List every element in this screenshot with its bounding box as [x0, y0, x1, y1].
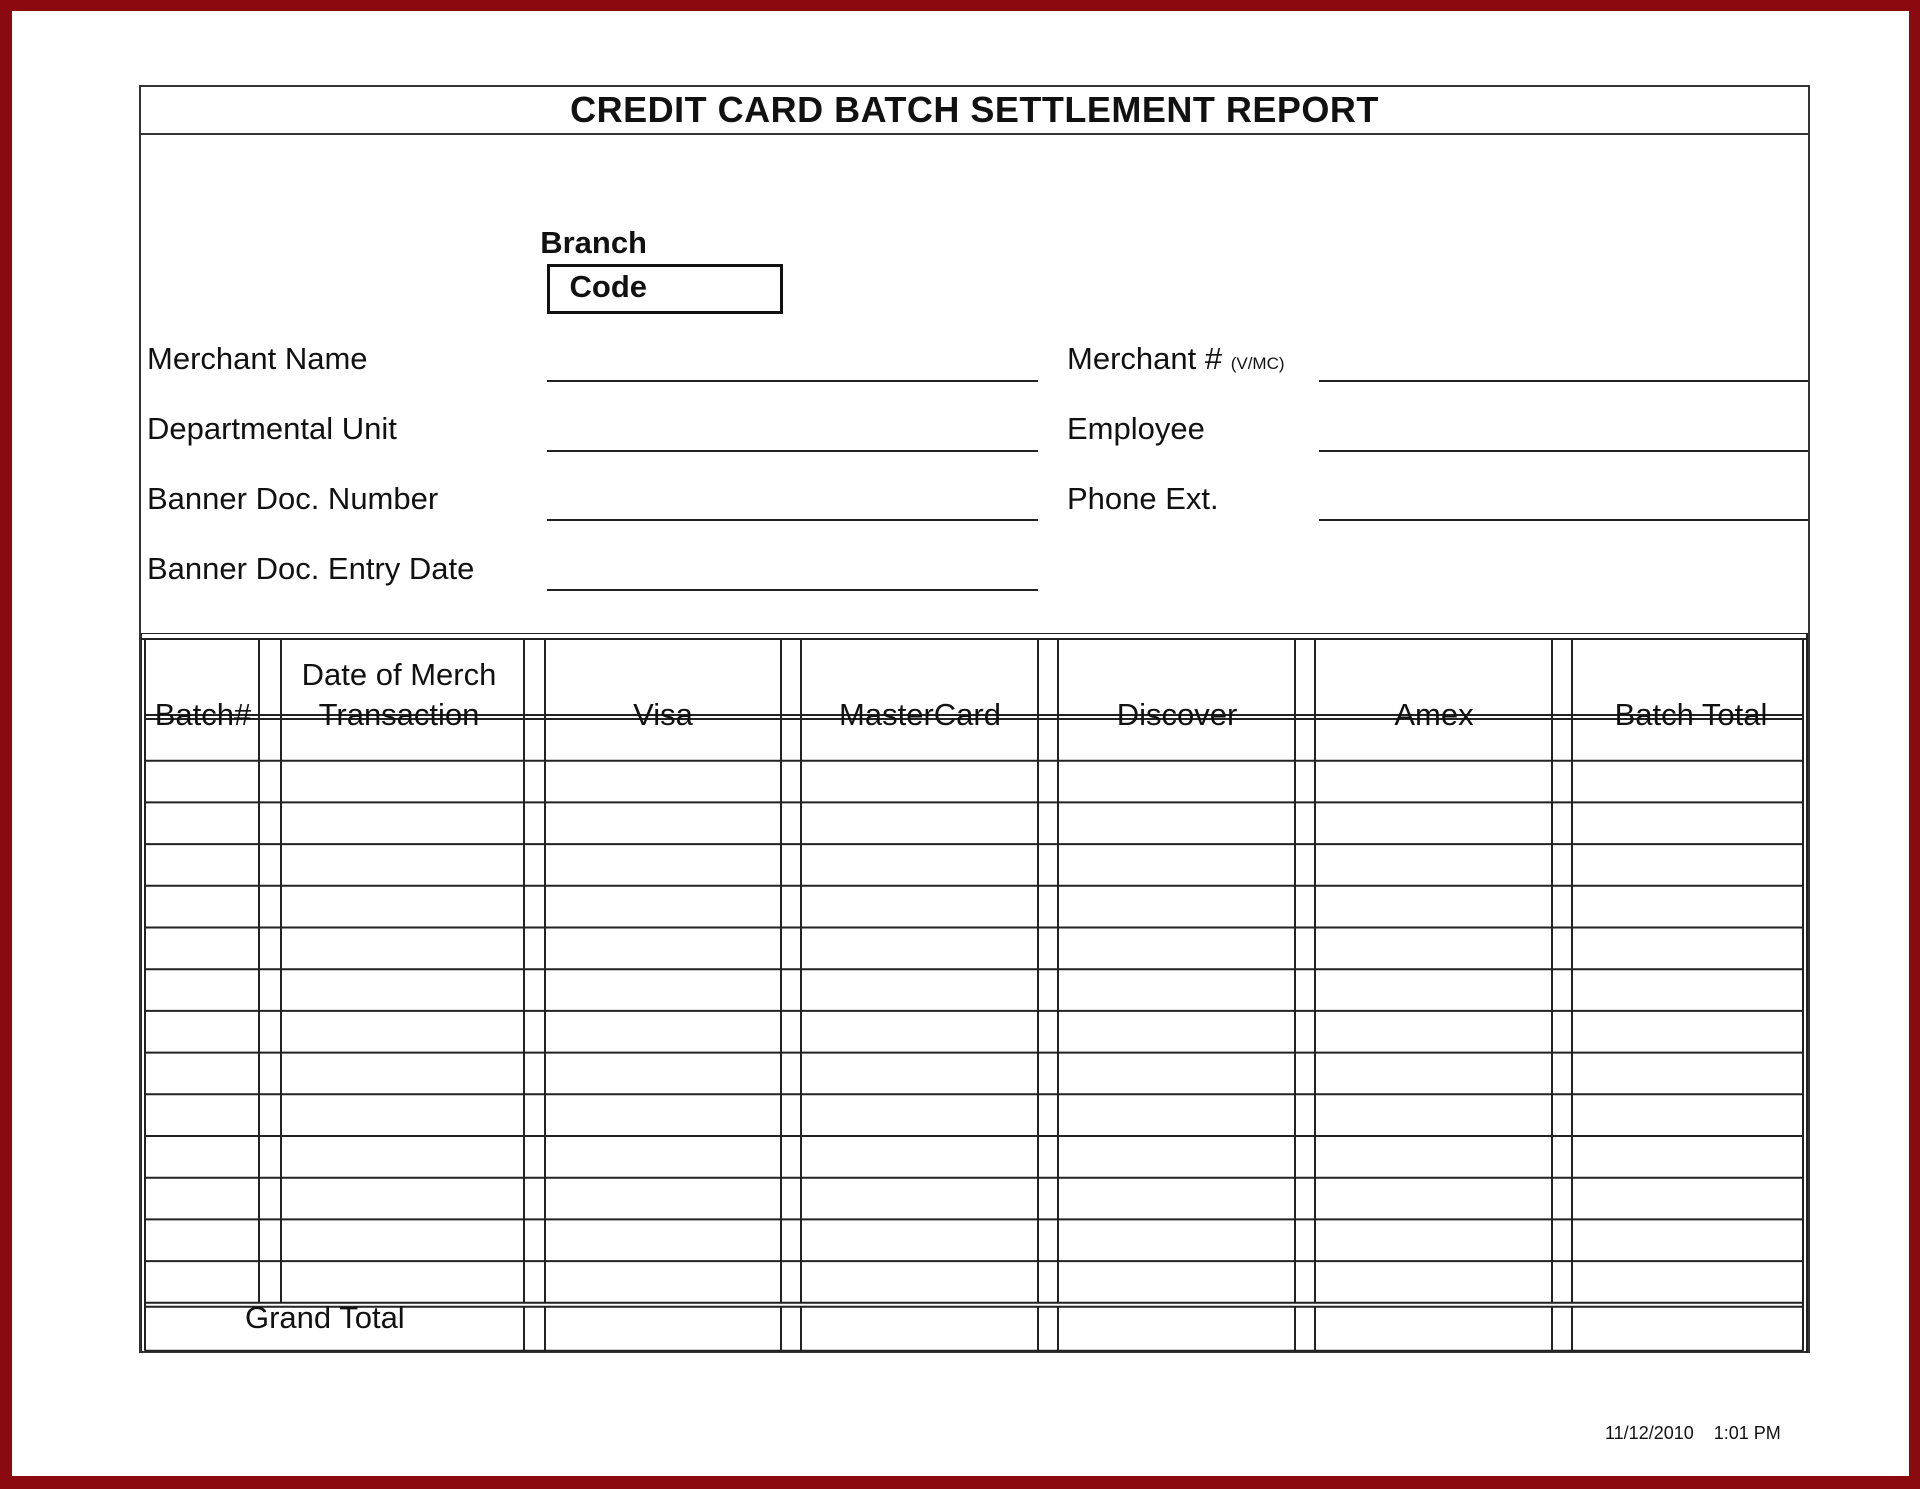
print-timestamp: 11/12/2010 1:01 PM	[1605, 1423, 1781, 1443]
header-date-of-merch-transaction: Date of Merch Transaction	[301, 657, 497, 732]
phone-ext-label: Phone Ext.	[1067, 481, 1219, 516]
header-discover: Discover	[1116, 697, 1238, 732]
phone-ext-field[interactable]	[1319, 519, 1808, 521]
header-mastercard: MasterCard	[839, 697, 1001, 732]
header-batch-total: Batch Total	[1614, 697, 1768, 732]
employee-label: Employee	[1067, 411, 1205, 446]
merchant-number-field[interactable]	[1319, 380, 1808, 382]
banner-doc-entry-date-field[interactable]	[547, 589, 1038, 591]
departmental-unit-label: Departmental Unit	[147, 411, 397, 446]
report-form	[139, 85, 1810, 1353]
branch-code-label: Branch Code	[540, 225, 647, 304]
branch-code-field[interactable]	[547, 264, 783, 314]
header-batch-number: Batch#	[154, 697, 252, 732]
banner-doc-entry-date-label: Banner Doc. Entry Date	[147, 551, 475, 586]
header-visa: Visa	[633, 697, 693, 732]
employee-field[interactable]	[1319, 450, 1808, 452]
merchant-number-label: Merchant # (V/MC)	[1067, 341, 1285, 376]
report-title: CREDIT CARD BATCH SETTLEMENT REPORT	[141, 87, 1808, 135]
merchant-number-note: (V/MC)	[1230, 354, 1285, 373]
departmental-unit-field[interactable]	[547, 450, 1038, 452]
merchant-name-field[interactable]	[547, 380, 1038, 382]
banner-doc-number-field[interactable]	[547, 519, 1038, 521]
table-grid-lines	[141, 633, 1808, 1353]
merchant-name-label: Merchant Name	[147, 341, 368, 376]
batch-table	[141, 633, 1808, 1353]
grand-total-label: Grand Total	[245, 1300, 405, 1335]
banner-doc-number-label: Banner Doc. Number	[147, 481, 439, 516]
header-amex: Amex	[1394, 697, 1474, 732]
